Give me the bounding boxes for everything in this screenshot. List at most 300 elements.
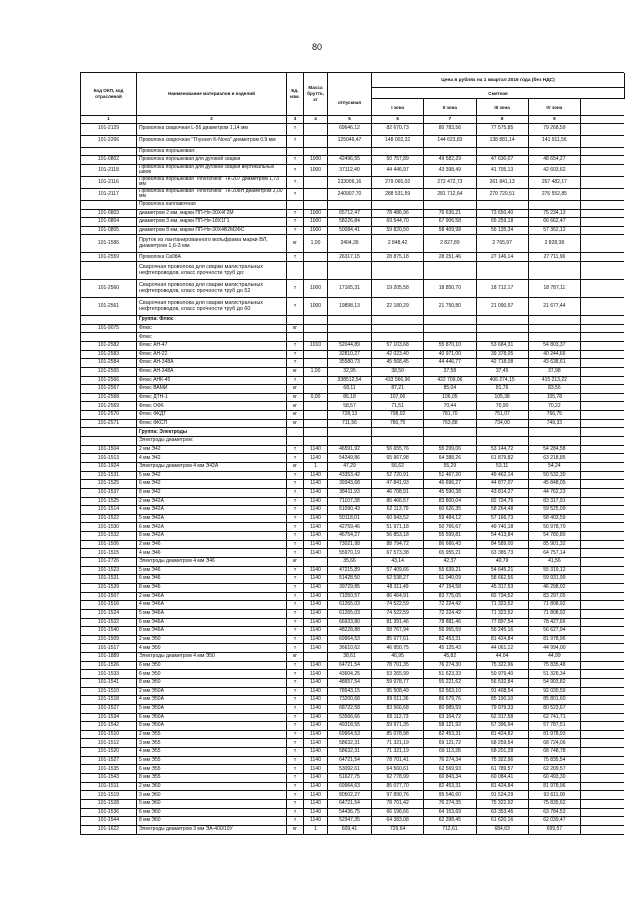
cell-price-zone-1: 53 265,99 (372, 670, 424, 678)
cell-code: 101-1513 (81, 454, 137, 462)
cell-price-zone-2: 83 800,04 (424, 498, 476, 506)
cell-price-selling: 42496,55 (328, 156, 372, 164)
cell-name: 6 мм Э42А (137, 523, 287, 531)
cell-name: 5 мм Э46 (137, 567, 287, 575)
cell-price-selling: 61265,03 (328, 610, 372, 618)
cell-price-zone-2: 76 274,30 (424, 662, 476, 670)
cell-name: 6 мм Э46А (137, 619, 287, 627)
table-row (80, 800, 624, 809)
cell-unit: т (287, 636, 304, 644)
cell-price-selling: 39343,68 (328, 480, 372, 488)
cell-code: 101-1511 (81, 783, 137, 791)
cell-price-zone-3: 27 146,14 (477, 253, 529, 261)
cell-unit: т (287, 662, 304, 670)
cell-code: 101-1536 (81, 809, 137, 817)
cell-price-zone-4: 55 319,12 (529, 567, 581, 575)
cell-price-zone-1: 38,50 (372, 368, 424, 376)
cell-mass: 1140 (304, 532, 328, 540)
cell-unit: т (287, 714, 304, 722)
cell-unit: т (287, 817, 304, 825)
cell-unit: т (287, 670, 304, 678)
cell-unit: т (287, 377, 304, 385)
cell-unit: т (287, 506, 304, 514)
table-row (80, 549, 624, 558)
cell-price-zone-2 (424, 262, 476, 279)
cell-price-zone-4: 276 552,85 (529, 189, 581, 200)
cell-name: Проволока порошковая "Innershield" ТК-207 диаметром 1,73 мм (137, 177, 287, 188)
cell-price-selling (328, 325, 372, 333)
cell-unit: т (287, 454, 304, 462)
cell-price-zone-1: 288 531,59 (372, 189, 424, 200)
cell-name: Флюс АНК-45 (137, 377, 287, 385)
cell-mass: 1140 (304, 800, 328, 808)
cell-price-zone-3: 49 740,18 (477, 523, 529, 531)
table-row (80, 696, 624, 705)
cell-price-zone-1: 86 466,57 (372, 498, 424, 506)
cell-name: 6 мм Э46 (137, 575, 287, 583)
cell-mass: 1140 (304, 688, 328, 696)
cell-price-selling: 19898,13 (328, 298, 372, 315)
cell-price-zone-1: 780,75 (372, 420, 424, 428)
table-row (80, 124, 624, 136)
col-number: 9 (529, 116, 581, 123)
cell-code: 101-1525 (81, 480, 137, 488)
table-row (80, 463, 624, 472)
cell-unit: кг (287, 653, 304, 661)
cell-price-selling (328, 428, 372, 436)
cell-price-zone-4: 83,56 (529, 385, 581, 393)
cell-mass: 1010 (304, 342, 328, 350)
cell-unit: т (287, 575, 304, 583)
cell-mass: 1140 (304, 791, 328, 799)
cell-price-zone-4 (529, 262, 581, 279)
cell-price-zone-2: 45 125,43 (424, 644, 476, 652)
cell-price-zone-4: 48 654,27 (529, 156, 581, 164)
cell-price-zone-3: 40,79 (477, 558, 529, 566)
cell-price-zone-3 (477, 333, 529, 341)
cell-price-zone-3: 54 413,84 (477, 532, 529, 540)
cell-price-zone-3: 44 877,07 (477, 480, 529, 488)
table-header (80, 72, 624, 115)
cell-code: 101-1544 (81, 817, 137, 825)
cell-price-zone-3: 65 259,18 (477, 218, 529, 226)
cell-price-zone-3: 71 323,52 (477, 601, 529, 609)
cell-price-zone-2: 40 971,00 (424, 351, 476, 359)
cell-price-selling: 52947,35 (328, 817, 372, 825)
cell-mass: 1140 (304, 541, 328, 549)
cell-code: 101-1537 (81, 489, 137, 497)
cell-price-zone-3: 61 789,57 (477, 765, 529, 773)
cell-price-zone-3: 77 897,54 (477, 619, 529, 627)
cell-price-zone-3: 18 712,17 (477, 280, 529, 297)
cell-price-zone-1: 56 853,18 (372, 532, 424, 540)
cell-price-zone-1: 71 321,19 (372, 748, 424, 756)
cell-price-zone-3 (477, 201, 529, 209)
cell-mass: 1140 (304, 670, 328, 678)
cell-price-selling: 54249,86 (328, 454, 372, 462)
cell-mass (304, 316, 328, 324)
cell-mass: 1000 (304, 165, 328, 176)
cell-price-zone-2: 72 224,42 (424, 601, 476, 609)
cell-mass: 1140 (304, 619, 328, 627)
cell-price-zone-2: 95 546,60 (424, 791, 476, 799)
cell-price-zone-2: 63 104,72 (424, 714, 476, 722)
cell-name: Электроды диаметром 4 мм Э46 (137, 558, 287, 566)
cell-price-zone-4: 18 787,11 (529, 280, 581, 297)
cell-price-selling: 43353,42 (328, 472, 372, 480)
table-row (80, 558, 624, 567)
cell-unit: т (287, 610, 304, 618)
cell-price-zone-3: 56 135,34 (477, 227, 529, 235)
cell-mass: 1140 (304, 472, 328, 480)
cell-price-zone-2: 37,58 (424, 368, 476, 376)
cell-name: 8 мм Э50А (137, 722, 287, 730)
cell-price-zone-4: 93 611,00 (529, 791, 581, 799)
cell-price-selling: 26317,15 (328, 253, 372, 261)
cell-mass: 1140 (304, 679, 328, 687)
cell-name: Флюс АН-348А (137, 359, 287, 367)
cell-mass (304, 177, 328, 188)
cell-unit (287, 262, 304, 279)
cell-code: 101-2561 (81, 298, 137, 315)
cell-price-zone-1: 42 023,40 (372, 351, 424, 359)
cell-price-zone-2 (424, 325, 476, 333)
cell-price-zone-4: 105,78 (529, 394, 581, 402)
cell-price-zone-1 (372, 148, 424, 156)
cell-mass (304, 189, 328, 200)
cell-unit (287, 428, 304, 436)
cell-price-zone-2: 55 599,81 (424, 532, 476, 540)
cell-mass (304, 136, 328, 147)
cell-price-zone-2: 45,82 (424, 653, 476, 661)
cell-unit: т (287, 253, 304, 261)
cell-name: Проволока порошковая: (137, 148, 287, 156)
cell-code: 101-1535 (81, 765, 137, 773)
cell-price-zone-1: 62 113,79 (372, 506, 424, 514)
cell-mass (304, 411, 328, 419)
cell-price-zone-2: 45 590,38 (424, 489, 476, 497)
cell-price-zone-2: 28 251,46 (424, 253, 476, 261)
table-row (80, 428, 624, 437)
cell-price-zone-2: 80 783,56 (424, 124, 476, 135)
cell-unit: т (287, 541, 304, 549)
cell-name: Флюс (137, 333, 287, 341)
cell-price-zone-1: 59 971,35 (372, 722, 424, 730)
cell-price-zone-4 (529, 333, 581, 341)
cell-mass: 1140 (304, 515, 328, 523)
table-row (80, 662, 624, 671)
cell-price-zone-3: 56 245,16 (477, 627, 529, 635)
cell-price-zone-1: 59 978,77 (372, 679, 424, 687)
cell-price-selling: 73200,68 (328, 696, 372, 704)
cell-unit: т (287, 227, 304, 235)
cell-unit: т (287, 515, 304, 523)
cell-price-selling: 338512,54 (328, 377, 372, 385)
table-row (80, 177, 624, 189)
cell-price-zone-1: 798,02 (372, 411, 424, 419)
cell-price-zone-2: 781,70 (424, 411, 476, 419)
cell-price-zone-3: 21 090,97 (477, 298, 529, 315)
cell-name: 6 мм Э50 (137, 670, 287, 678)
cell-price-zone-4: 71 808,92 (529, 610, 581, 618)
table-row (80, 489, 624, 498)
table-row (80, 368, 624, 377)
cell-price-zone-2: 144 623,83 (424, 136, 476, 147)
cell-price-selling: 64721,54 (328, 800, 372, 808)
cell-code: 101-0802 (81, 156, 137, 164)
cell-price-zone-4: 54 780,80 (529, 532, 581, 540)
cell-code: 101-1532 (81, 532, 137, 540)
cell-name: 5 мм Э50А (137, 705, 287, 713)
table-row (80, 298, 624, 316)
cell-code: 101-0805 (81, 227, 137, 235)
cell-unit: кг (287, 558, 304, 566)
cell-price-zone-4: 57 787,51 (529, 722, 581, 730)
cell-code: 101-1542 (81, 722, 137, 730)
cell-mass (304, 201, 328, 209)
table-row (80, 791, 624, 800)
cell-code: 101-1622 (81, 826, 137, 834)
cell-name: Проволока Св08А (137, 253, 287, 261)
cell-price-zone-2: 80 989,59 (424, 705, 476, 713)
table-row (80, 731, 624, 740)
cell-price-zone-2: 86 679,76 (424, 696, 476, 704)
cell-price-zone-1: 58 767,94 (372, 627, 424, 635)
cell-name: 2 мм Э55 (137, 731, 287, 739)
header-zone-1: I зона (372, 99, 424, 115)
cell-price-zone-1: 69 544,70 (372, 218, 424, 226)
cell-unit: т (287, 549, 304, 557)
cell-unit: т (287, 210, 304, 218)
cell-mass: 1140 (304, 567, 328, 575)
cell-price-selling: 54436,75 (328, 809, 372, 817)
cell-price-zone-4: 70,22 (529, 402, 581, 410)
cell-code: 101-1523 (81, 567, 137, 575)
cell-unit: т (287, 705, 304, 713)
cell-name: 5 мм Э42А (137, 515, 287, 523)
cell-mass (304, 420, 328, 428)
cell-price-zone-3: 60 084,41 (477, 774, 529, 782)
cell-price-zone-4: 45 848,05 (529, 480, 581, 488)
cell-price-zone-3: 53,11 (477, 463, 529, 471)
cell-price-zone-3: 44 061,12 (477, 644, 529, 652)
cell-unit: кг (287, 463, 304, 471)
cell-price-zone-1 (372, 325, 424, 333)
cell-price-selling: 35580,73 (328, 359, 372, 367)
cell-mass (304, 437, 328, 445)
cell-code: 101-2571 (81, 420, 137, 428)
cell-price-zone-1: 81 391,46 (372, 619, 424, 627)
table-row (80, 253, 624, 262)
cell-price-zone-1: 64 560,61 (372, 765, 424, 773)
cell-price-zone-4: 66 662,47 (529, 218, 581, 226)
table-row (80, 325, 624, 334)
cell-price-zone-4: 2 828,38 (529, 235, 581, 252)
cell-code: 101-1518 (81, 696, 137, 704)
cell-name: 6 мм Э60 (137, 809, 287, 817)
table-body (80, 124, 624, 835)
cell-price-zone-1: 57 103,68 (372, 342, 424, 350)
col-number: 7 (424, 116, 476, 123)
cell-price-selling (328, 437, 372, 445)
table-row (80, 333, 624, 342)
cell-price-zone-2 (424, 201, 476, 209)
table-row (80, 809, 624, 818)
cell-price-zone-2: 21 750,80 (424, 298, 476, 315)
header-mass: Масса брутто, кг (304, 73, 328, 115)
cell-price-selling: 32810,27 (328, 351, 372, 359)
cell-code (81, 437, 137, 445)
cell-name: Проволока порошковая для дуговой сварки вертикальных швов (137, 165, 287, 176)
cell-price-selling (328, 316, 372, 324)
cell-mass: 1140 (304, 506, 328, 514)
table-row (80, 342, 624, 351)
cell-mass: 1140 (304, 636, 328, 644)
cell-mass: 0,00 (304, 394, 328, 402)
cell-mass: 1140 (304, 489, 328, 497)
cell-price-zone-3: 70,90 (477, 402, 529, 410)
cell-mass: 1,00 (304, 368, 328, 376)
table-row (80, 653, 624, 662)
cell-name: 8 мм Э46 (137, 584, 287, 592)
cell-mass: 1140 (304, 549, 328, 557)
cell-name: 4 мм Э46 (137, 549, 287, 557)
cell-price-zone-2: 76 274,34 (424, 757, 476, 765)
cell-unit: т (287, 722, 304, 730)
cell-code: 101-1531 (81, 575, 137, 583)
cell-price-zone-4: 71 808,92 (529, 601, 581, 609)
cell-unit: т (287, 218, 304, 226)
cell-price-zone-1: 95 508,49 (372, 688, 424, 696)
cell-price-zone-1: 74 522,59 (372, 601, 424, 609)
cell-price-zone-2: 61 040,09 (424, 575, 476, 583)
cell-price-selling: 728,13 (328, 411, 372, 419)
cell-price-zone-1: 89 011,36 (372, 696, 424, 704)
cell-code: 101-1506 (81, 541, 137, 549)
table-row (80, 783, 624, 792)
cell-price-zone-4: 41,56 (529, 558, 581, 566)
cell-price-zone-4: 75 835,62 (529, 800, 581, 808)
table-row (80, 532, 624, 541)
cell-price-zone-2: 60 843,34 (424, 774, 476, 782)
cell-code: 101-1539 (81, 584, 137, 592)
table-row (80, 619, 624, 628)
cell-unit: т (287, 783, 304, 791)
cell-price-zone-4: 141 911,56 (529, 136, 581, 147)
cell-price-zone-2: 86 666,43 (424, 541, 476, 549)
cell-unit: т (287, 601, 304, 609)
table-row (80, 774, 624, 783)
cell-mass: 1140 (304, 480, 328, 488)
cell-unit: т (287, 644, 304, 652)
table-row (80, 189, 624, 201)
cell-price-zone-4: 81 978,96 (529, 783, 581, 791)
cell-name: 8 мм Э60 (137, 817, 287, 825)
cell-price-zone-4: 62 039,47 (529, 817, 581, 825)
table-row (80, 359, 624, 368)
cell-name: Флюс АН-348А (137, 368, 287, 376)
table-row (80, 420, 624, 429)
cell-name: 6 мм Э42 (137, 480, 287, 488)
table-row (80, 567, 624, 576)
table-row (80, 377, 624, 386)
cell-unit: т (287, 567, 304, 575)
cell-name: 3 мм Э55 (137, 739, 287, 747)
cell-price-zone-3: 68 201,28 (477, 748, 529, 756)
cell-price-zone-4: 21 677,44 (529, 298, 581, 315)
cell-price-zone-2: 62 398,45 (424, 817, 476, 825)
cell-name: Группа: Флюс (137, 316, 287, 324)
cell-name: Флюс ОФ6 (137, 402, 287, 410)
cell-price-zone-4: 54,24 (529, 463, 581, 471)
table-row (80, 316, 624, 325)
cell-unit: т (287, 627, 304, 635)
cell-price-zone-2: 82 453,31 (424, 636, 476, 644)
cell-price-selling: 58226,84 (328, 218, 372, 226)
cell-price-selling (328, 148, 372, 156)
cell-price-zone-4: 68 748,78 (529, 748, 581, 756)
cell-mass: 1140 (304, 575, 328, 583)
cell-unit: т (287, 523, 304, 531)
cell-unit: т (287, 136, 304, 147)
cell-name: Сварочная проволока для сварки магистральных нефтепроводов, класс прочности труб до 60 (137, 298, 287, 315)
cell-code: 101-2726 (81, 558, 137, 566)
table-row (80, 402, 624, 411)
table-row (80, 757, 624, 766)
cell-mass: 1140 (304, 627, 328, 635)
cell-mass: 1140 (304, 662, 328, 670)
cell-code: 101-0803 (81, 210, 137, 218)
cell-unit: т (287, 189, 304, 200)
cell-code: 101-1504 (81, 446, 137, 454)
cell-mass (304, 402, 328, 410)
cell-price-zone-3: 41 705,13 (477, 165, 529, 176)
cell-price-zone-1 (372, 428, 424, 436)
cell-price-zone-2: 49 582,29 (424, 156, 476, 164)
cell-price-selling: 233006,16 (328, 177, 372, 188)
cell-price-zone-1: 88 794,72 (372, 541, 424, 549)
cell-price-zone-3: 406 274,15 (477, 377, 529, 385)
cell-unit: т (287, 532, 304, 540)
header-zone-2: II зона (424, 99, 476, 115)
cell-name: Проволока наплавочная (137, 201, 287, 209)
cell-name: Флюс ДТН-1 (137, 394, 287, 402)
cell-name: 4 мм Э50А (137, 696, 287, 704)
cell-unit: т (287, 679, 304, 687)
cell-price-zone-4: 75 234,13 (529, 210, 581, 218)
cell-price-zone-3: 58 662,56 (477, 575, 529, 583)
cell-price-zone-1: 71 321,19 (372, 739, 424, 747)
cell-price-zone-4 (529, 325, 581, 333)
cell-price-zone-3: 62 317,58 (477, 714, 529, 722)
cell-unit: т (287, 359, 304, 367)
cell-price-selling: 58632,31 (328, 739, 372, 747)
cell-price-zone-3: 84 589,00 (477, 541, 529, 549)
cell-price-zone-1: 62 778,99 (372, 774, 424, 782)
cell-mass: 1140 (304, 696, 328, 704)
cell-price-zone-2: 82 453,31 (424, 783, 476, 791)
cell-price-zone-1: 56,62 (372, 463, 424, 471)
table-row (80, 584, 624, 593)
cell-price-zone-1: 66 196,66 (372, 809, 424, 817)
cell-price-zone-4: 267 482,17 (529, 177, 581, 188)
cell-unit (287, 201, 304, 209)
table-row (80, 165, 624, 177)
cell-price-zone-3: 77 575,85 (477, 124, 529, 135)
cell-code (81, 201, 137, 209)
cell-code: 101-2266 (81, 136, 137, 147)
cell-code: 101-1541 (81, 679, 137, 687)
